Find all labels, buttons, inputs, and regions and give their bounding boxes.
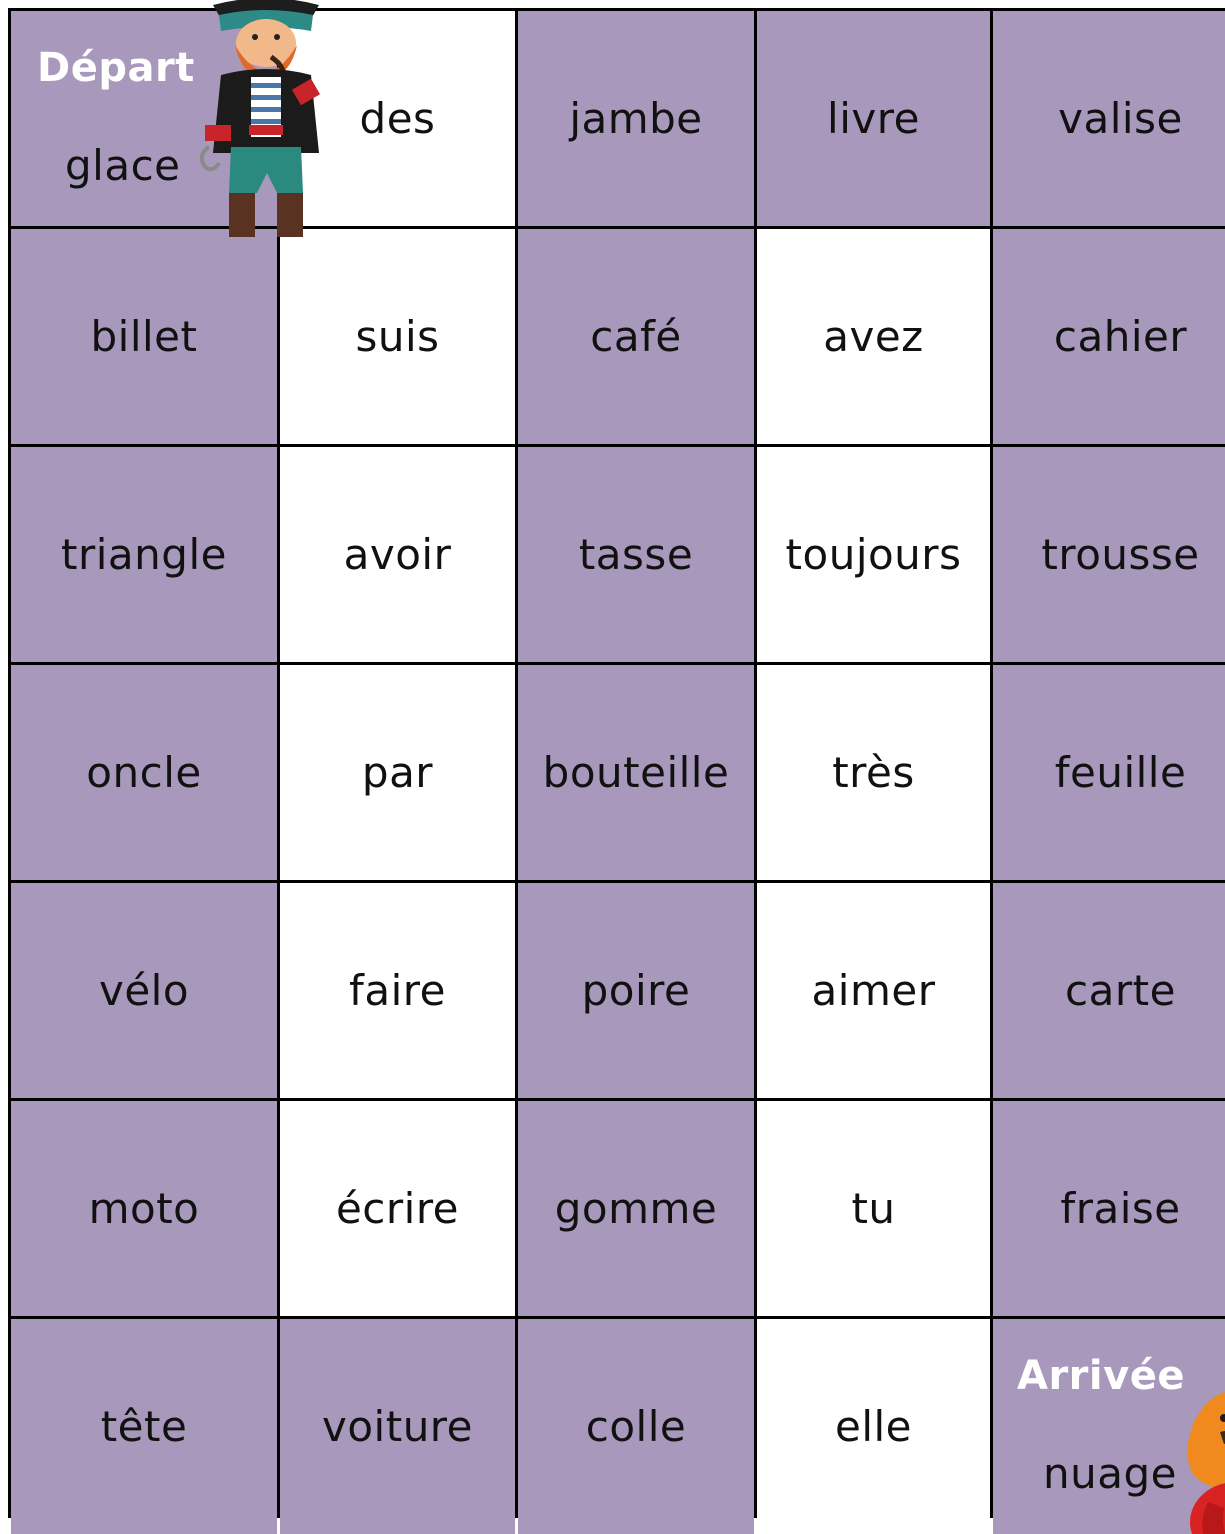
board-square (11, 1101, 277, 1316)
board-square (11, 447, 277, 662)
square-word: très (832, 748, 915, 797)
square-word: tu (851, 1184, 896, 1233)
board-square (757, 1101, 990, 1316)
board-square (280, 229, 515, 444)
board-square (518, 229, 754, 444)
square-word: fraise (1060, 1184, 1181, 1233)
square-word: voiture (322, 1402, 473, 1451)
board-square (757, 1319, 990, 1534)
square-word: livre (827, 94, 920, 143)
square-word: tasse (578, 530, 694, 579)
board-square (280, 447, 515, 662)
board-square (993, 447, 1225, 662)
square-word: glace (65, 141, 181, 190)
square-word: nuage (1043, 1449, 1177, 1498)
board-square (518, 11, 754, 226)
square-word: par (361, 748, 434, 797)
board-square (993, 883, 1225, 1098)
board-square (280, 883, 515, 1098)
board-square (11, 883, 277, 1098)
square-word: faire (349, 966, 446, 1015)
square-word: colle (585, 1402, 687, 1451)
square-word: valise (1058, 94, 1183, 143)
board-square (11, 1319, 277, 1534)
board-square (757, 229, 990, 444)
board-square (757, 665, 990, 880)
square-word: avez (823, 312, 924, 361)
board-square (757, 11, 990, 226)
square-word: oncle (86, 748, 202, 797)
square-word: toujours (785, 530, 962, 579)
square-word: café (590, 312, 682, 361)
board-square (280, 665, 515, 880)
finish-label: Arrivée (1017, 1353, 1185, 1399)
square-word: gomme (554, 1184, 718, 1233)
board-square (11, 11, 277, 226)
board-square (993, 11, 1225, 226)
square-word: billet (90, 312, 198, 361)
board-square (518, 447, 754, 662)
pirate-icon (191, 0, 341, 247)
square-word: feuille (1054, 748, 1187, 797)
board-square (757, 447, 990, 662)
board-square (518, 665, 754, 880)
square-word: cahier (1053, 312, 1188, 361)
square-word: écrire (335, 1184, 460, 1233)
square-word: poire (581, 966, 691, 1015)
square-word: vélo (98, 966, 190, 1015)
board-square (518, 1101, 754, 1316)
board-square (993, 1101, 1225, 1316)
board-square (993, 665, 1225, 880)
board-square (518, 1319, 754, 1534)
square-word: trousse (1041, 530, 1200, 579)
square-word: moto (88, 1184, 200, 1233)
square-word: des (359, 94, 436, 143)
start-label: Départ (37, 45, 195, 91)
board-square (11, 229, 277, 444)
square-word: triangle (61, 530, 227, 579)
square-word: suis (355, 312, 440, 361)
board-square (993, 1319, 1225, 1534)
game-board (8, 8, 1225, 1518)
square-word: carte (1065, 966, 1176, 1015)
board-square (280, 1319, 515, 1534)
square-word: tête (100, 1402, 188, 1451)
board-square (518, 883, 754, 1098)
square-word: bouteille (542, 748, 730, 797)
board-square (11, 665, 277, 880)
square-word: elle (834, 1402, 913, 1451)
square-word: jambe (569, 94, 703, 143)
board-square (757, 883, 990, 1098)
square-word: aimer (811, 966, 936, 1015)
board-square (280, 1101, 515, 1316)
square-word: avoir (343, 530, 452, 579)
board-square (993, 229, 1225, 444)
